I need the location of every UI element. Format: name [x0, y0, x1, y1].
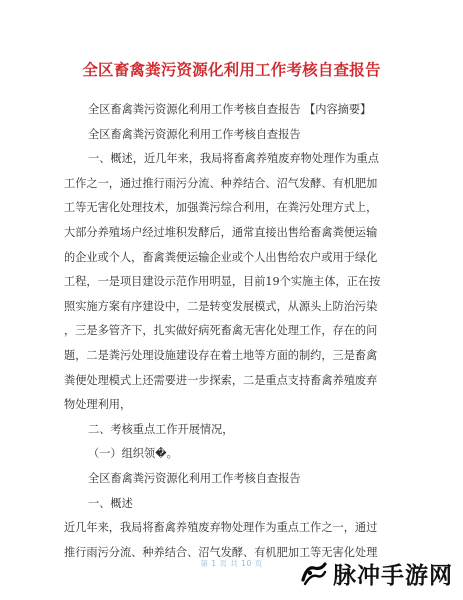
text-line: 物处理利用，	[64, 398, 132, 412]
text-line: 照实施方案有序建设中，二是转变发展模式，从源头上防治污染	[64, 299, 378, 313]
text-line: 全区畜禽粪污资源化利用工作考核自查报告	[88, 127, 301, 141]
text-line: 推行雨污分流、种养结合、沼气发酵、有机肥加工等无害化处理	[64, 545, 378, 559]
text-line: 全区畜禽粪污资源化利用工作考核自查报告	[88, 471, 301, 485]
text-line: 大部分养殖场户经过堆积发酵后，通常直接出售给畜禽粪便运输	[64, 225, 378, 239]
text-line: 工作之一，通过推行雨污分流、种养结合、沼气发酵、有机肥加	[64, 176, 378, 190]
page-number: 第 1 页 共 10 页	[200, 559, 263, 568]
text-line: 全区畜禽粪污资源化利用工作考核自查报告 【内容摘要】	[88, 103, 372, 116]
watermark-logo-icon	[301, 562, 327, 586]
text-line: 的企业或个人，畜禽粪便运输企业或个人出售给农户或用于绿化	[64, 250, 378, 264]
watermark-text: 脉冲手游网	[333, 563, 453, 589]
document-body	[64, 98, 394, 565]
site-watermark	[301, 557, 453, 590]
text-line: 一、概述，近几年来，我局将畜禽养殖废弃物处理作为重点	[88, 152, 379, 166]
text-line: 工等无害化处理技术，加强粪污综合利用，在粪污处理方式上，	[64, 201, 378, 215]
document-title: 全区畜禽粪污资源化利用工作考核自查报告	[82, 61, 381, 79]
text-line: 题，二是粪污处理设施建设存在着土地等方面的制约，三是畜禽	[64, 348, 378, 362]
text-line: 粪便处理模式上还需要进一步探索，二是重点支持畜禽养殖废弃	[64, 373, 378, 387]
text-line: 一、概述	[88, 496, 133, 510]
text-line: 工程，一是项目建设示范作用明显，目前19个实施主体，正在按	[64, 275, 381, 289]
text-line: （一）组织领�。	[88, 447, 178, 461]
text-line: 二、考核重点工作开展情况，	[88, 422, 234, 436]
text-line: 近几年来，我局将畜禽养殖废弃物处理作为重点工作之一，通过	[64, 521, 378, 535]
text-line: ，三是多管齐下，扎实做好病死畜禽无害化处理工作，存在的问	[64, 324, 378, 338]
